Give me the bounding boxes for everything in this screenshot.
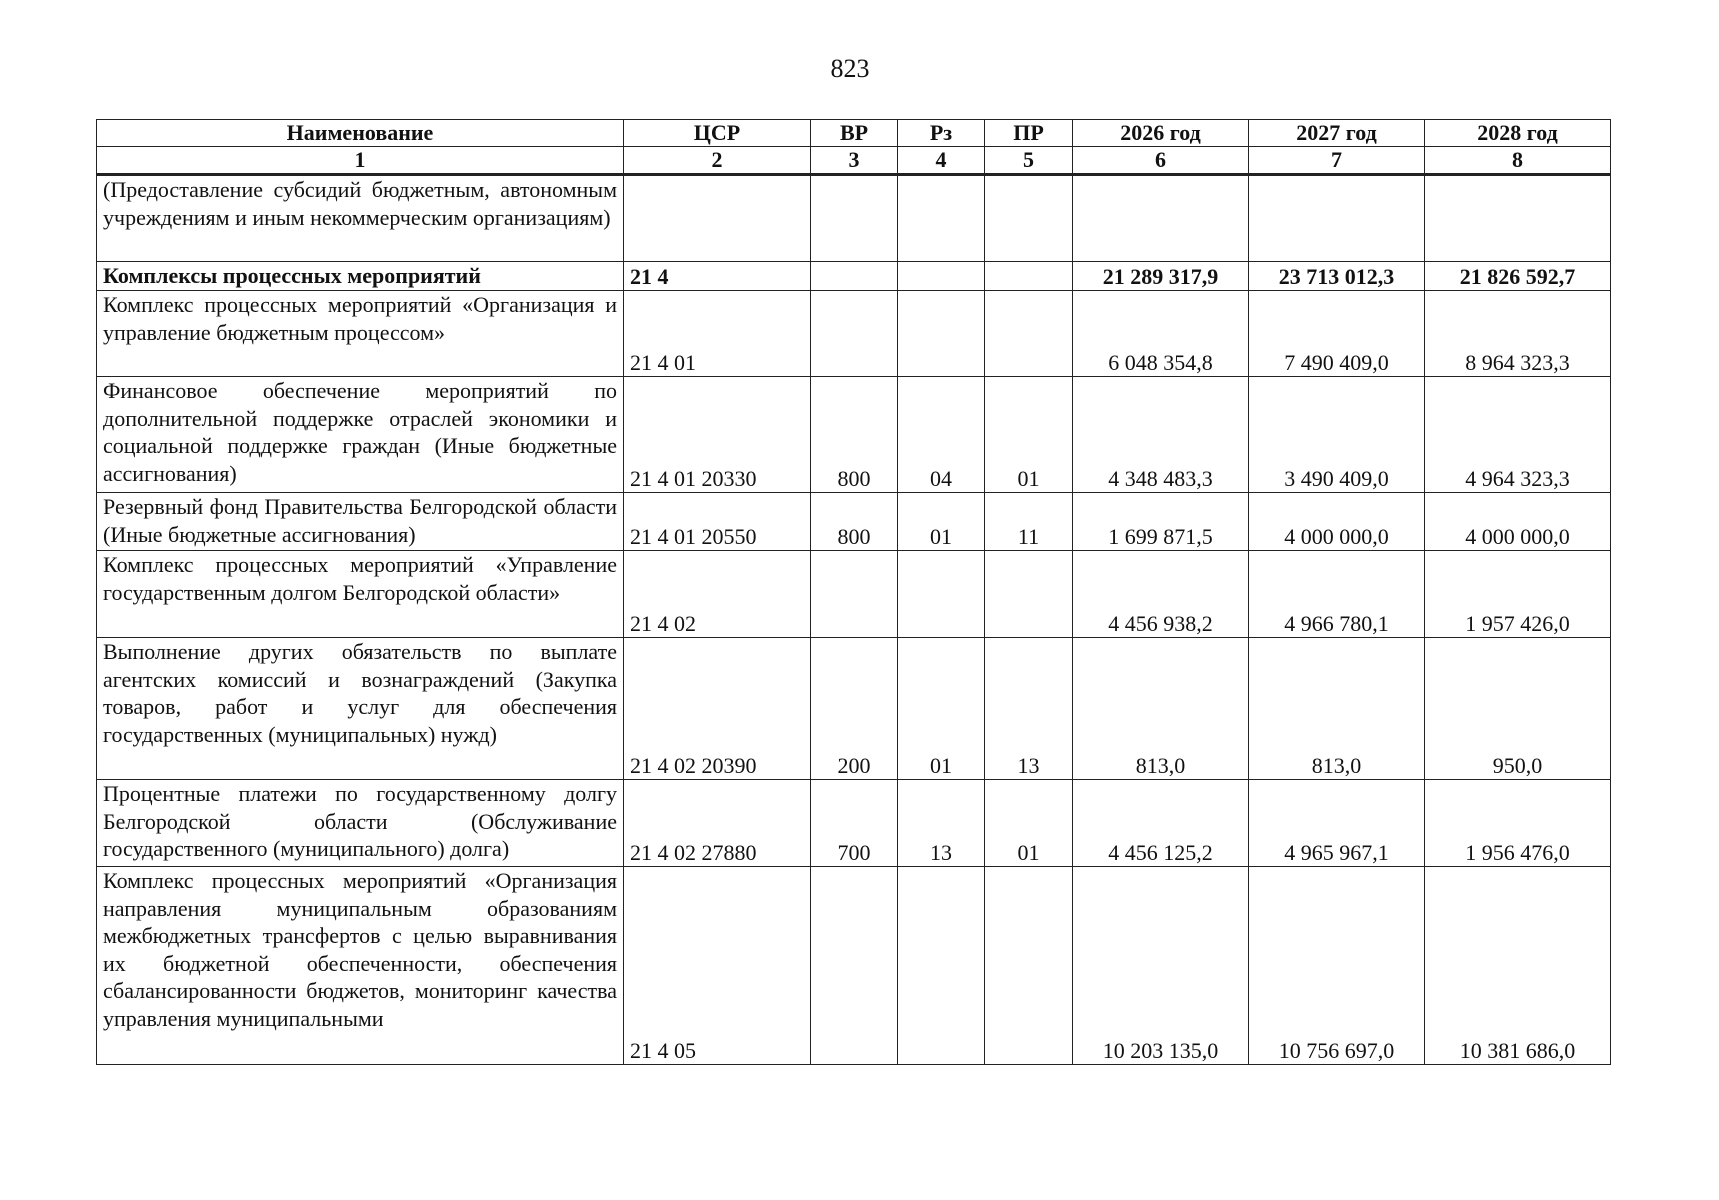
row-name: Выполнение других обязательств по выплате агентских комиссий и вознаграждений (Закупка товаров, работ и услуг для обеспечения государственных (муниципальных) нужд) [97,638,624,780]
row-2026: 21 289 317,9 [1073,262,1249,291]
row-csr: 21 4 02 20390 [624,638,811,780]
row-name: Комплекс процессных мероприятий «Управление государственным долгом Белгородской области» [97,551,624,638]
budget-table [96,119,1611,1065]
row-2028: 4 964 323,3 [1425,377,1611,493]
row-rz: 04 [898,377,985,493]
row-name: (Предоставление субсидий бюджетным, автономным учреждениям и иным некоммерческим организациям) [97,175,624,262]
row-2027: 4 965 967,1 [1249,780,1425,867]
table-row [97,493,1611,551]
row-rz: 13 [898,780,985,867]
row-2027: 813,0 [1249,638,1425,780]
table-row [97,291,1611,377]
row-vr: 700 [811,780,898,867]
row-pr: 13 [985,638,1073,780]
column-number: 1 [97,147,624,175]
row-2027 [1249,175,1425,262]
row-2026: 813,0 [1073,638,1249,780]
row-pr: 01 [985,780,1073,867]
row-2028: 21 826 592,7 [1425,262,1611,291]
row-vr [811,867,898,1065]
row-2027: 7 490 409,0 [1249,291,1425,377]
row-csr: 21 4 01 [624,291,811,377]
row-vr [811,262,898,291]
row-name: Комплексы процессных мероприятий [97,262,624,291]
row-rz [898,551,985,638]
header-2026: 2026 год [1073,120,1249,147]
row-2028: 950,0 [1425,638,1611,780]
column-number: 4 [898,147,985,175]
row-2028: 1 956 476,0 [1425,780,1611,867]
header-pr: ПР [985,120,1073,147]
table-row [97,377,1611,493]
row-2026: 1 699 871,5 [1073,493,1249,551]
row-csr: 21 4 02 [624,551,811,638]
row-vr [811,291,898,377]
row-name: Финансовое обеспечение мероприятий по дополнительной поддержке отраслей экономики и социальной поддержке граждан (Иные бюджетные ассигнования) [97,377,624,493]
row-pr [985,175,1073,262]
row-pr: 11 [985,493,1073,551]
row-2028: 4 000 000,0 [1425,493,1611,551]
table-row [97,867,1611,1065]
header-2027: 2027 год [1249,120,1425,147]
row-vr [811,551,898,638]
row-csr: 21 4 01 20330 [624,377,811,493]
column-number: 5 [985,147,1073,175]
table-header-row [97,120,1611,147]
row-csr: 21 4 [624,262,811,291]
row-2027: 23 713 012,3 [1249,262,1425,291]
page-number: 823 [830,54,870,83]
row-2026: 6 048 354,8 [1073,291,1249,377]
row-rz [898,262,985,291]
table-row [97,262,1611,291]
table-row [97,638,1611,780]
row-pr [985,867,1073,1065]
column-number: 6 [1073,147,1249,175]
row-2026: 10 203 135,0 [1073,867,1249,1065]
row-2026: 4 456 938,2 [1073,551,1249,638]
row-name: Комплекс процессных мероприятий «Организация и управление бюджетным процессом» [97,291,624,377]
row-2026 [1073,175,1249,262]
column-number: 8 [1425,147,1611,175]
column-number: 7 [1249,147,1425,175]
row-rz [898,175,985,262]
row-2028: 10 381 686,0 [1425,867,1611,1065]
row-pr [985,551,1073,638]
row-2026: 4 348 483,3 [1073,377,1249,493]
row-rz: 01 [898,493,985,551]
row-vr [811,175,898,262]
row-2026: 4 456 125,2 [1073,780,1249,867]
table-row [97,551,1611,638]
row-vr: 800 [811,377,898,493]
row-pr: 01 [985,377,1073,493]
row-pr [985,291,1073,377]
row-name: Резервный фонд Правительства Белгородской области (Иные бюджетные ассигнования) [97,493,624,551]
row-csr: 21 4 01 20550 [624,493,811,551]
row-vr: 800 [811,493,898,551]
table-row [97,780,1611,867]
row-2027: 4 000 000,0 [1249,493,1425,551]
header-rz: Рз [898,120,985,147]
column-number: 3 [811,147,898,175]
row-name: Процентные платежи по государственному долгу Белгородской области (Обслуживание государственного (муниципального) долга) [97,780,624,867]
header-name: Наименование [97,120,624,147]
row-pr [985,262,1073,291]
row-rz [898,291,985,377]
row-2028: 8 964 323,3 [1425,291,1611,377]
header-2028: 2028 год [1425,120,1611,147]
row-csr: 21 4 02 27880 [624,780,811,867]
row-2028: 1 957 426,0 [1425,551,1611,638]
row-2027: 4 966 780,1 [1249,551,1425,638]
row-2027: 10 756 697,0 [1249,867,1425,1065]
row-csr [624,175,811,262]
header-csr: ЦСР [624,120,811,147]
row-rz [898,867,985,1065]
table-row [97,175,1611,262]
table-column-numbers-row [97,147,1611,175]
column-number: 2 [624,147,811,175]
row-csr: 21 4 05 [624,867,811,1065]
row-vr: 200 [811,638,898,780]
header-vr: ВР [811,120,898,147]
row-name: Комплекс процессных мероприятий «Организация направления муниципальным образованиям межбюджетных трансфертов с целью выравнивания их бюджетной обеспеченности, обеспечения сбалансированности бюджетов, мониторинг качества управления муниципальными [97,867,624,1065]
row-2027: 3 490 409,0 [1249,377,1425,493]
row-rz: 01 [898,638,985,780]
row-2028 [1425,175,1611,262]
